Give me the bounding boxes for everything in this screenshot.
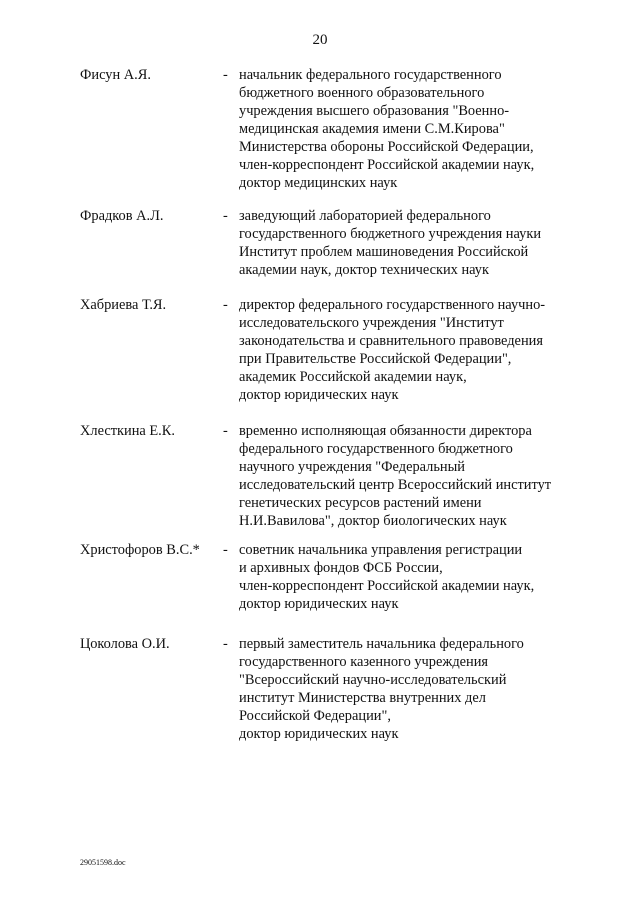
- description-line: "Всероссийский научно-исследовательский: [239, 672, 507, 688]
- description-line: академик Российской академии наук,: [239, 369, 467, 385]
- description-line: первый заместитель начальника федерального: [239, 636, 524, 652]
- description-line: Российской Федерации",: [239, 708, 391, 724]
- member-entry: [0, 541, 640, 635]
- description-line: генетических ресурсов растений имени: [239, 495, 482, 511]
- member-name: Цоколова О.И.: [80, 636, 170, 652]
- dash-separator: -: [223, 67, 228, 83]
- dash-separator: -: [223, 636, 228, 652]
- description-line: временно исполняющая обязанности директора: [239, 423, 532, 439]
- dash-separator: -: [223, 297, 228, 313]
- description-line: государственного казенного учреждения: [239, 654, 489, 670]
- description-line: государственного бюджетного учреждения науки: [239, 226, 542, 242]
- description-line: и архивных фондов ФСБ России,: [239, 560, 443, 576]
- document-filename: 29051598.doc: [80, 858, 126, 867]
- description-line: Министерства обороны Российской Федерации,: [239, 139, 534, 155]
- description-line: научного учреждения "Федеральный: [239, 459, 465, 475]
- dash-separator: -: [223, 542, 228, 558]
- member-entry: [0, 66, 640, 207]
- description-line: академии наук, доктор технических наук: [239, 262, 489, 278]
- member-entry: [0, 635, 640, 743]
- description-line: Н.И.Вавилова", доктор биологических наук: [239, 513, 507, 529]
- member-name: Хабриева Т.Я.: [80, 297, 167, 313]
- description-line: доктор юридических наук: [239, 726, 399, 742]
- description-line: доктор медицинских наук: [239, 175, 398, 191]
- description-line: Институт проблем машиноведения Российской: [239, 244, 529, 260]
- member-entry: [0, 422, 640, 541]
- description-line: начальник федерального государственного: [239, 67, 502, 83]
- member-description: [239, 207, 640, 279]
- description-line: при Правительстве Российской Федерации",: [239, 351, 512, 367]
- description-line: законодательства и сравнительного правоведения: [239, 333, 543, 349]
- member-name: Фисун А.Я.: [80, 67, 151, 83]
- description-line: доктор юридических наук: [239, 387, 399, 403]
- member-list: [0, 66, 640, 743]
- member-name: Фрадков А.Л.: [80, 208, 164, 224]
- description-line: исследовательского учреждения "Институт: [239, 315, 504, 331]
- description-line: учреждения высшего образования "Военно-: [239, 103, 510, 119]
- member-description: [239, 635, 640, 743]
- description-line: бюджетного военного образовательного: [239, 85, 485, 101]
- dash-separator: -: [223, 423, 228, 439]
- member-description: [239, 541, 640, 613]
- member-name: Хлесткина Е.К.: [80, 423, 175, 439]
- description-line: институт Министерства внутренних дел: [239, 690, 486, 706]
- page-number: 20: [312, 32, 328, 48]
- member-entry: [0, 296, 640, 422]
- description-line: член-корреспондент Российской академии наук,: [239, 157, 535, 173]
- member-name: Христофоров В.С.*: [80, 542, 200, 558]
- member-description: [239, 296, 640, 404]
- member-description: [239, 66, 640, 192]
- description-line: советник начальника управления регистрации: [239, 542, 523, 558]
- dash-separator: -: [223, 208, 228, 224]
- description-line: заведующий лабораторией федерального: [239, 208, 491, 224]
- description-line: федерального государственного бюджетного: [239, 441, 513, 457]
- description-line: доктор юридических наук: [239, 596, 399, 612]
- description-line: директор федерального государственного научно-: [239, 297, 546, 313]
- description-line: медицинская академия имени С.М.Кирова": [239, 121, 505, 137]
- description-line: исследовательский центр Всероссийский институт: [239, 477, 552, 493]
- member-entry: [0, 207, 640, 296]
- description-line: член-корреспондент Российской академии наук,: [239, 578, 535, 594]
- member-description: [239, 422, 640, 530]
